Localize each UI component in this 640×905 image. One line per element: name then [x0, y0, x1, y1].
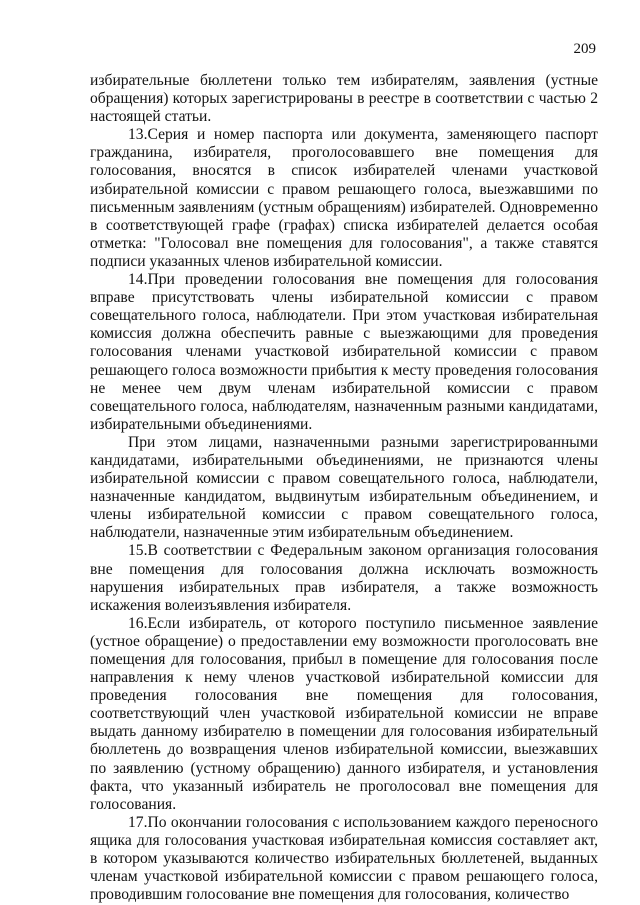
paragraph-16: 16.Если избиратель, от которого поступило письменное заявление (устное обращение) о предоставлении ему возможности проголосовать вне помещения для голосования, прибыл в помещение для голосования после направления к нему членов участковой избирательной комиссии для проведения голосования вне помещения для голосования, соответствующий член участковой избирательной комиссии не вправе выдать данному избирателю в помещении для голосования избирательный бюллетень до возвращения членов избирательной комиссии, выезжавших по заявлению (устному обращению) данного избирателя, и установления факта, что указанный избиратель не проголосовал вне помещения для голосования.	[90, 614, 598, 813]
paragraph-14-clarification: При этом лицами, назначенными разными зарегистрированными кандидатами, избирательными объединениями, не признаются члены избирательной комиссии с правом совещательного голоса, наблюдатели, назначенные кандидатом, выдвинутым избирательным объединением, и члены избирательной комиссии с правом совещательного голоса, наблюдатели, назначенные этим избирательным объединением.	[90, 433, 598, 542]
paragraph-continuation: избирательные бюллетени только тем избирателям, заявления (устные обращения) которых зарегистрированы в реестре в соответствии с частью 2 настоящей статьи.	[90, 72, 598, 126]
paragraph-13: 13.Серия и номер паспорта или документа, заменяющего паспорт гражданина, избирателя, проголосовавшего вне помещения для голосования, вносятся в список избирателей членами участковой избирательной комиссии с правом решающего голоса, выезжавшими по письменным заявлениям (устным обращениям) избирателей. Одновременно в соответствующей графе (графах) списка избирателей делается особая отметка: "Голосовал вне помещения для голосования", а также ставятся подписи указанных членов избирательной комиссии.	[90, 126, 598, 270]
page-number: 209	[573, 41, 596, 57]
paragraph-17: 17.По окончании голосования с использованием каждого переносного ящика для голосования участковая избирательная комиссия составляет акт, в котором указываются количество избирательных бюллетеней, выданных членам участковой избирательной комиссии с правом решающего голоса, проводившим голосование вне помещения для голосования, количество	[90, 813, 598, 904]
paragraph-14: 14.При проведении голосования вне помещения для голосования вправе присутствовать члены избирательной комиссии с правом совещательного голоса, наблюдатели. При этом участковая избирательная комиссия должна обеспечить равные с выезжающими для проведения голосования членами участковой избирательной комиссии с правом решающего голоса возможности прибытия к месту проведения голосования не менее чем двум членам избирательной комиссии с правом совещательного голоса, наблюдателям, назначенным разными кандидатами, избирательными объединениями.	[90, 271, 598, 433]
document-body	[90, 72, 598, 904]
paragraph-15: 15.В соответствии с Федеральным законом организация голосования вне помещения для голосования должна исключать возможность нарушения избирательных прав избирателя, а также возможность искажения волеизъявления избирателя.	[90, 542, 598, 614]
